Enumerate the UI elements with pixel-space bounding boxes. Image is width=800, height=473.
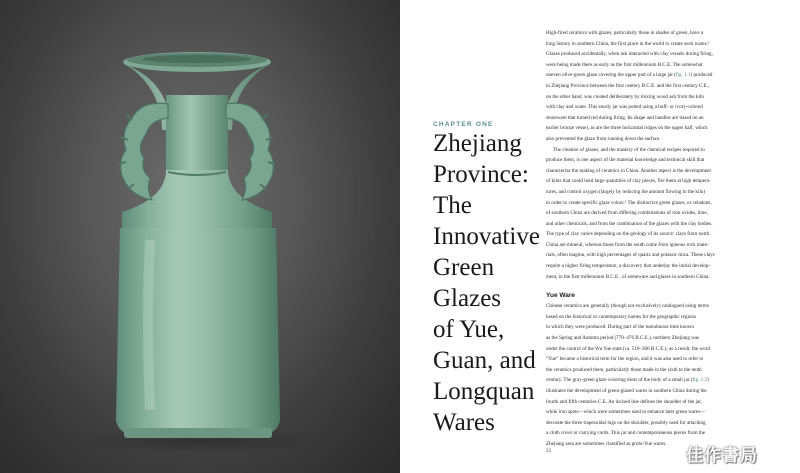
text-line: with clay and water. This sturdy jar was potted using a buff- or ivory-colored: [546, 104, 703, 111]
figure-reference[interactable]: fig. 1.1: [675, 72, 691, 79]
chapter-title-line: Longquan: [433, 378, 535, 405]
text-line: The creation of glazes, and the mastery of the chemical recipes required to: [553, 146, 705, 153]
chapter-title-line: Glazes: [433, 285, 502, 312]
text-line: as the Spring and Autumn period (770–476 B.C.E.), northern Zhejiang was: [546, 335, 700, 342]
text-line: century. The gray-green glaze covering most of the body of a small jar (fig. 1.2): [546, 377, 709, 384]
text-line: Chinese ceramics are generally (though not exclusively) catalogued using terms: [546, 303, 709, 310]
text-line: based on the historical or contemporary names for the geographic regions: [546, 313, 696, 320]
chapter-title-line: Green: [433, 254, 495, 281]
text-line: long history in southern China, the first place in the world to create such wares.¹: [546, 40, 710, 47]
chapter-title: [433, 128, 540, 438]
chapter-title-line: Innovative: [433, 223, 540, 250]
text-line: also prevented the glaze from running down the surface.: [546, 135, 661, 142]
text-line: were being made there as early as the first millennium B.C.E. The somewhat: [546, 61, 703, 68]
text-line: in order to create specific glaze colors.² The distinctive green glazes, or celadons,: [546, 199, 712, 206]
text-line: China are mineral, whereas those from the south come from igneous rock mate-: [546, 241, 709, 248]
text-line: Glazes produced accidentally, when ash interacted with clay vessels during firing,: [546, 51, 713, 58]
text-line: illustrates the development of green-glazed wares in southern China during the: [546, 388, 707, 394]
text-line: the ceramics produced there, particularly those made in the sixth to the tenth: [546, 366, 702, 373]
figure-reference[interactable]: fig. 1.2: [692, 377, 707, 384]
chapter-title-line: Province:: [433, 161, 529, 188]
text-line: under the control of the Wu Yue state (ca. 510–306 B.C.E.); as a result, the word: [546, 345, 710, 352]
text-line: in which they were produced. During part of the tumultuous time known: [546, 324, 694, 331]
text-line: while iron spots—which were sometimes used to enhance later green wares—: [546, 409, 706, 416]
text-line: fourth and fifth centuries C.E. An incised line defines the shoulder of the jar,: [546, 398, 702, 405]
page-number: 23: [546, 449, 551, 454]
chapter-title-line: Zhejiang: [433, 130, 522, 157]
watermark-logo: 佳作書局: [686, 446, 758, 466]
text-line: Zhejiang area are sometimes classified as proto-Yue wares.: [546, 440, 667, 447]
text-line: a cloth cover or carrying cords. This jar and contemporaneous pieces from the: [546, 430, 706, 437]
chapter-title-line: Guan, and: [433, 347, 536, 374]
text-line: tures, and control oxygen (largely by reducing the amount flowing in the kiln): [546, 188, 706, 195]
text-line: The type of clay varies depending on the geology of its source: clays from north: [546, 231, 710, 238]
text-line: stoneware that turned red during firing. Its shape and handles are based on an: [546, 114, 704, 121]
text-line: of southern China are derived from differing combinations of iron oxides, lime,: [546, 210, 708, 217]
text-line: characterize the making of ceramics in China. Another aspect is the development: [546, 167, 711, 174]
text-line: ment, in the first millennium B.C.E., of stoneware and glazes in southern China.: [546, 273, 710, 280]
text-line: decorate the three trapezoidal lugs on the shoulder, possibly used for attaching: [546, 419, 706, 426]
paragraph-1: [546, 28, 784, 145]
text-line: in Zhejiang Province between the first century B.C.E. and the first century C.E.,: [546, 82, 710, 89]
text-line: “Yue” became a historical term for the region, and it was also used to refer to: [546, 356, 704, 363]
chapter-title-line: Wares: [433, 409, 495, 436]
chapter-title-line: The: [433, 192, 472, 219]
chapter-title-line: of Yue,: [433, 316, 505, 343]
paragraph-2: [546, 145, 784, 283]
text-line: of kilns that could hold large quantities of clay pieces, fire them at high tempera-: [546, 178, 711, 185]
text-line: require a higher firing temperature, a discovery that underlay the initial develop-: [546, 263, 711, 270]
text-line: uneven olive-green glaze covering the upper part of a large jar (fig. 1.1) produced: [546, 72, 713, 79]
paragraph-3: [546, 301, 784, 449]
text-line: rials, often magma, with high percentages of quartz and potassic mica. These clays: [546, 252, 715, 259]
section-subheading: Yue Ware: [546, 292, 576, 300]
text-line: produce them, is one aspect of the material knowledge and technical skill that: [546, 157, 705, 164]
chapter-label: CHAPTER ONE: [433, 121, 494, 128]
text-line: on the other hand, was created deliberately by mixing wood ash from the kiln: [546, 93, 704, 100]
text-line: and other chemicals, and from the combination of the glazes with the clay bodies.: [546, 220, 713, 227]
body-text: [546, 28, 784, 450]
text-line: High-fired ceramics with glazes, particularly those in shades of green, have a: [546, 30, 704, 36]
chapter-heading-area: [400, 0, 540, 473]
text-line: earlier bronze vessel, as are the three horizontal ridges on the upper half, which: [546, 125, 708, 132]
